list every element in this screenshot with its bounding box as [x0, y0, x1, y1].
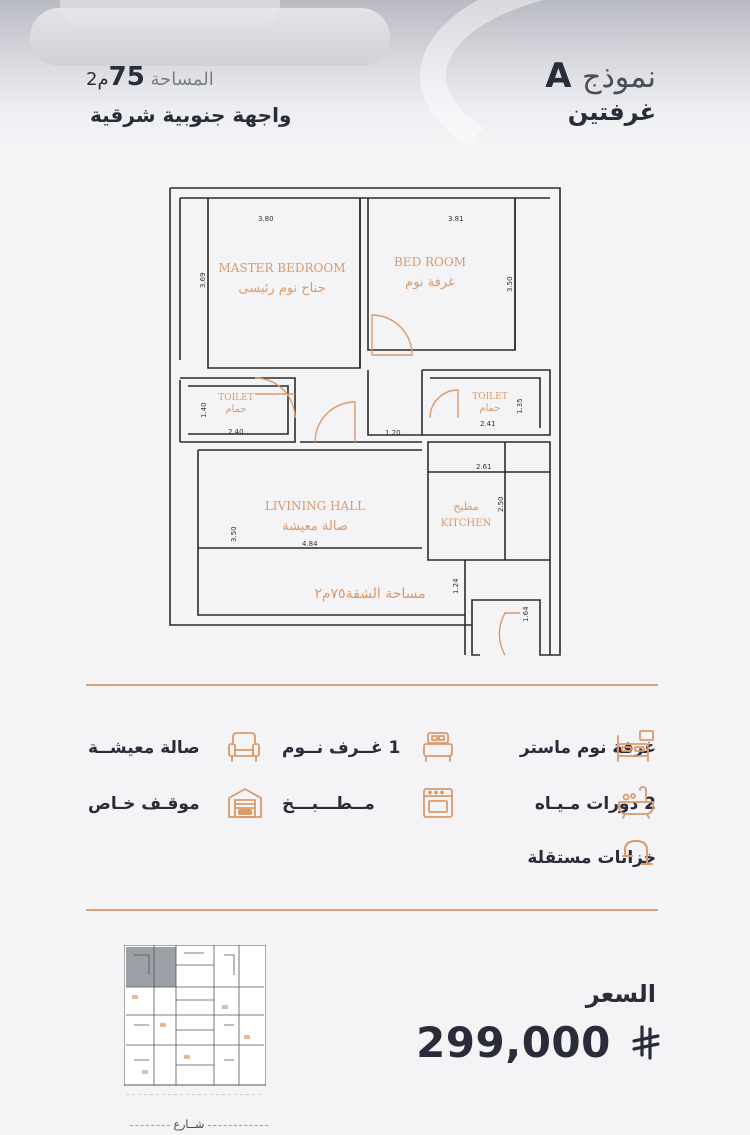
price-value-row: [416, 1018, 660, 1067]
bed-icon: [420, 730, 456, 764]
living-hall-label-ar: صالة معيشة: [282, 519, 348, 534]
living-hall-label-en: LIVINING HALL: [264, 499, 366, 513]
dim-350a: 3.50: [506, 276, 514, 292]
dim-140: 1.40: [200, 402, 208, 418]
riyal-currency-icon: [632, 1025, 660, 1061]
dim-350b: 3.50: [230, 526, 238, 542]
street-label: [130, 1118, 268, 1131]
feature-living-hall: صالة معيشــة: [88, 738, 200, 758]
dim-261: 2.61: [476, 463, 492, 471]
feature-bedrooms: 1 غــرف نــوم: [282, 738, 401, 758]
dim-241: 2.41: [480, 420, 496, 428]
bedroom-label-en: BED ROOM: [393, 255, 467, 269]
bathtub-icon: [616, 784, 656, 820]
dim-120: 1.20: [385, 429, 401, 437]
dim-369: 3.69: [199, 272, 207, 288]
kitchen-label-en: KITCHEN: [440, 518, 492, 529]
dim-380: 3.80: [258, 215, 274, 223]
feature-kitchen: مــطـــبـــخ: [282, 794, 375, 814]
feature-tanks: خزانات مستقلة: [527, 848, 656, 868]
feature-parking: موقـف خـاص: [88, 794, 200, 814]
area-unit: م2: [86, 69, 109, 90]
dim-135: 1.35: [516, 398, 524, 414]
street-label-text: شــارع: [173, 1118, 205, 1131]
dim-250: 2.50: [497, 496, 505, 512]
floor-plan: [160, 180, 580, 660]
area-value: 75: [108, 62, 145, 92]
master-bedroom-label-ar: جناح نوم رئيسى: [238, 281, 326, 296]
toilet-right-label-ar: حمام: [479, 403, 501, 414]
feature-master-bedroom: غرفة نوم ماستر: [519, 738, 656, 758]
rooms-title: غرفتين: [567, 98, 656, 126]
feature-bathrooms: 2 دورات مـيـاه: [534, 794, 656, 814]
oven-icon: [420, 786, 456, 820]
toilet-left-label-en: TOILET: [218, 393, 254, 403]
bed-with-tv-icon: [614, 728, 656, 764]
dim-164: 1.64: [522, 606, 530, 622]
bedroom-label-ar: غرفة نوم: [405, 275, 455, 290]
bottom-divider: [86, 909, 658, 911]
apartment-area-label: مساحة الشقة٧٥م٢: [314, 586, 426, 602]
toilet-right-label-en: TOILET: [472, 392, 508, 402]
facade-label: واجهة جنوبية شرقية: [90, 103, 292, 127]
area-label: المساحة: [150, 69, 214, 90]
price-label: السعر: [585, 980, 656, 1008]
master-bedroom-label-en: MASTER BEDROOM: [218, 261, 346, 275]
dim-124: 1.24: [452, 578, 460, 594]
armchair-icon: [226, 730, 262, 764]
dim-240: 2.40: [228, 428, 244, 436]
kitchen-label-ar: مطبخ: [453, 500, 479, 513]
site-plan-thumbnail: [124, 945, 266, 1095]
model-title: [545, 56, 656, 96]
garage-icon: [226, 786, 264, 820]
top-divider: [86, 684, 658, 686]
model-letter: A: [545, 56, 573, 96]
dim-381: 3.81: [448, 215, 464, 223]
water-tap-icon: [620, 836, 654, 872]
model-word: نموذج: [582, 60, 656, 95]
toilet-left-label-ar: حمام: [225, 404, 247, 415]
price-value: 299,000: [416, 1018, 611, 1067]
area-info: [86, 62, 214, 92]
dim-484: 4.84: [302, 540, 318, 548]
